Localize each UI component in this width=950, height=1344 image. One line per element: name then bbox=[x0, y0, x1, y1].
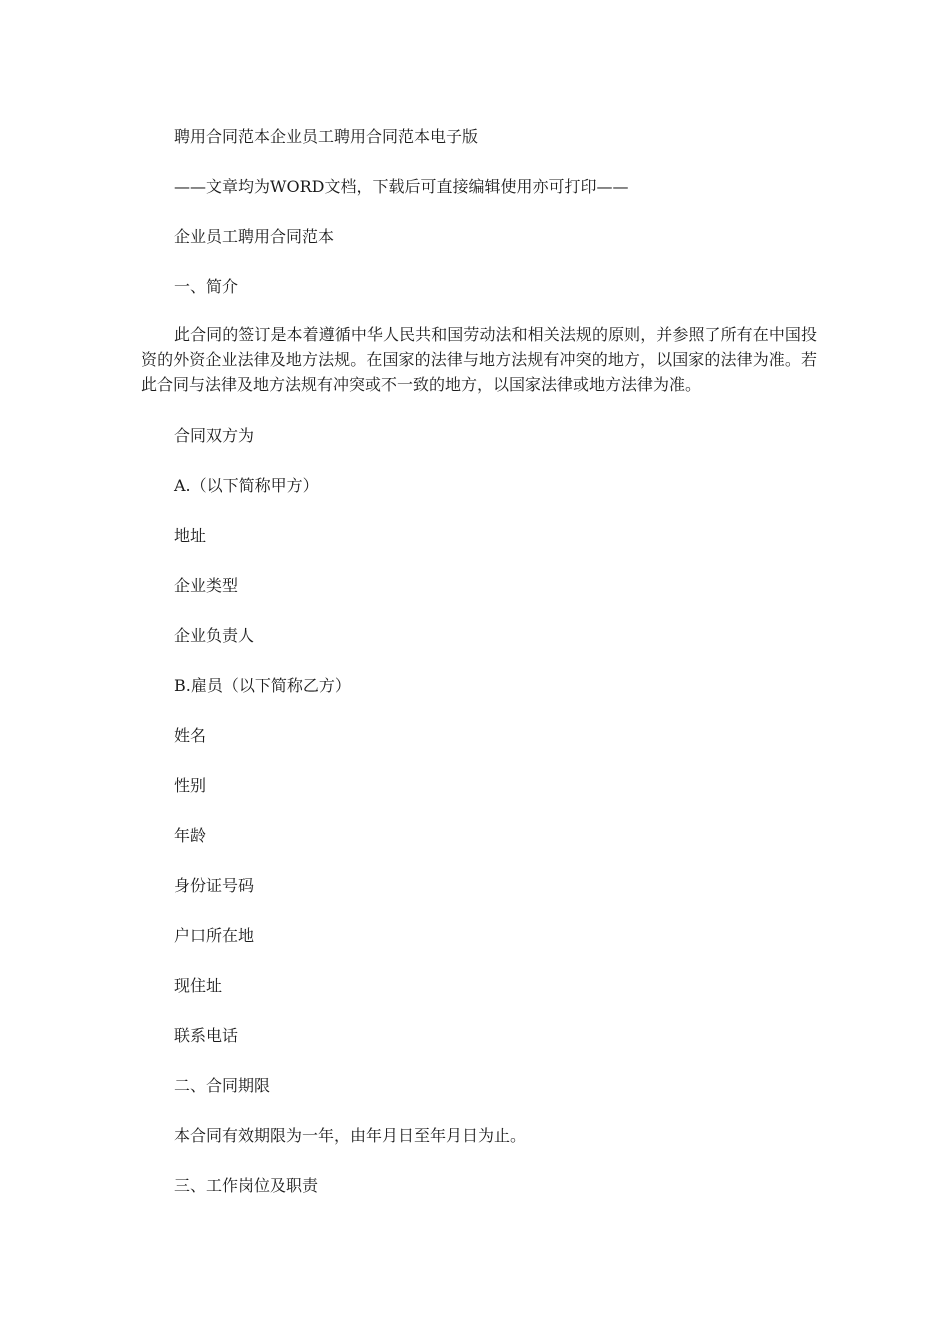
intro-paragraph: 此合同的签订是本着遵循中华人民共和国劳动法和相关法规的原则，并参照了所有在中国投资的外资企业法律及地方法规。在国家的法律与地方法规有冲突的地方，以国家的法律为准。若此合同与法律及地方法规有冲突或不一致的地方，以国家法律或地方法律为准。 bbox=[141, 325, 817, 394]
party-a-field-company-type: 企业类型 bbox=[174, 576, 239, 595]
party-b-field-name: 姓名 bbox=[174, 726, 207, 745]
party-b-field-current-address: 现住址 bbox=[174, 976, 223, 995]
download-notice: ——文章均为WORD文档，下载后可直接编辑使用亦可打印—— bbox=[174, 177, 629, 196]
section-heading-term: 二、合同期限 bbox=[174, 1076, 271, 1095]
party-b-field-phone: 联系电话 bbox=[174, 1026, 239, 1045]
party-b-field-household-registration: 户口所在地 bbox=[174, 926, 255, 945]
party-b-field-id-number: 身份证号码 bbox=[174, 876, 255, 895]
party-b-field-age: 年龄 bbox=[174, 826, 207, 845]
party-b-label: B.雇员（以下简称乙方） bbox=[174, 676, 351, 695]
party-b-field-gender: 性别 bbox=[174, 776, 207, 795]
section-heading-intro: 一、简介 bbox=[174, 277, 239, 296]
section-heading-duties: 三、工作岗位及职责 bbox=[174, 1176, 319, 1195]
party-a-label: A.（以下简称甲方） bbox=[174, 476, 319, 495]
document-title: 聘用合同范本企业员工聘用合同范本电子版 bbox=[174, 127, 479, 146]
party-a-field-company-head: 企业负责人 bbox=[174, 626, 255, 645]
parties-intro: 合同双方为 bbox=[174, 426, 255, 445]
party-a-field-address: 地址 bbox=[174, 526, 207, 545]
document-subtitle: 企业员工聘用合同范本 bbox=[174, 227, 335, 246]
term-text: 本合同有效期限为一年，由年月日至年月日为止。 bbox=[174, 1126, 527, 1145]
